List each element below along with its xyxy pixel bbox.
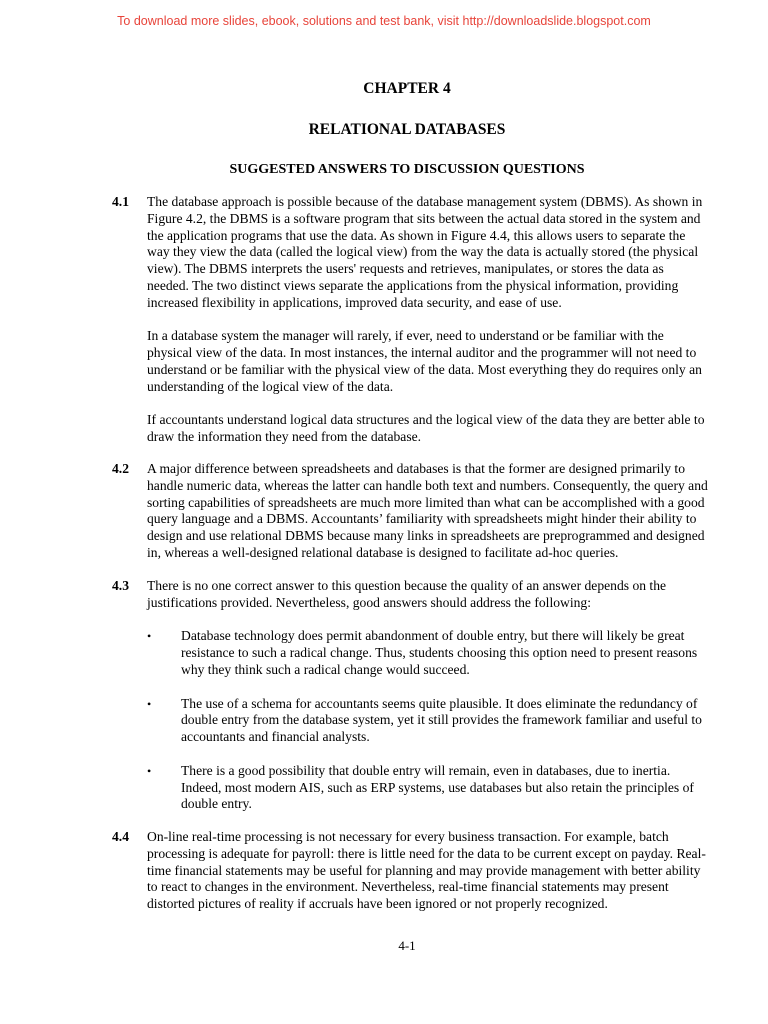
answer-paragraph: There is no one correct answer to this question because the quality of an answer depends on the justifications provided. Nevertheless, good answers should address the following: xyxy=(147,578,667,610)
question-number: 4.2 xyxy=(112,461,129,476)
chapter-title: RELATIONAL DATABASES xyxy=(308,121,506,138)
bullet-text: There is a good possibility that double entry will remain, even in databases, due to inertia. Indeed, most modern AIS, such as ERP systems, use databases but also retain the principles of double entry. xyxy=(181,762,694,812)
chapter-heading: CHAPTER 4 xyxy=(363,80,451,97)
bullet-icon: • xyxy=(147,629,152,644)
bullet-text: Database technology does permit abandonment of double entry, but there will likely be great resistance to such a radical change. Thus, students choosing this option need to present reasons why they think such a radical change would succeed. xyxy=(181,628,698,677)
section-title: SUGGESTED ANSWERS TO DISCUSSION QUESTIONS xyxy=(229,162,585,177)
question-4-3 xyxy=(112,578,708,813)
bullet-icon: • xyxy=(147,696,152,711)
answer-paragraph: On-line real-time processing is not necessary for every business transaction. For example, batch processing is adequate for payroll: there is little need for the data to be current except on payday. Real-time financial statements may be useful for planning and may provide management with better ability to react to changes in the environment. Nevertheless, real-time financial statements may present distorted pictures of reality if accruals have been ignored or not properly recognized. xyxy=(147,829,706,912)
answer-body xyxy=(147,578,708,813)
download-banner: To download more slides, ebook, solutions and test bank, visit http://downloadslide.blogspot.com xyxy=(117,14,651,28)
answer-paragraph: The database approach is possible because of the database management system (DBMS). As shown in Figure 4.2, the DBMS is a software program that sits between the actual data stored in the system and the application programs that use the data. As shown in Figure 4.4, this allows users to separate the way they view the data (called the logical view) from the way the data is actually stored (the physical view). The DBMS interprets the users' requests and retrieves, manipulates, or stores the data as needed. The two distinct views separate the applications from the physical information, providing increased flexibility in applications, improved data security, and ease of use. xyxy=(147,194,703,310)
question-number: 4.3 xyxy=(112,578,129,593)
bullet-icon: • xyxy=(147,763,152,778)
question-4-2 xyxy=(112,461,708,562)
answer-body xyxy=(147,461,708,562)
answer-body xyxy=(147,829,708,913)
question-number: 4.1 xyxy=(112,194,129,209)
list-item xyxy=(147,628,708,678)
question-number: 4.4 xyxy=(112,829,129,844)
list-item xyxy=(147,763,708,813)
page-number: 4-1 xyxy=(398,938,416,953)
list-item xyxy=(147,696,708,746)
answer-paragraph: If accountants understand logical data structures and the logical view of the data they are better able to draw the information they need from the database. xyxy=(147,412,705,445)
bullet-text: The use of a schema for accountants seems quite plausible. It does eliminate the redundancy of double entry from the database system, yet it still provides the framework familiar and useful to accountants and financial analysts. xyxy=(181,695,702,745)
answer-paragraph: A major difference between spreadsheets and databases is that the former are designed primarily to handle numeric data, whereas the latter can handle both text and numbers. Consequently, the query and sorting capabilities of spreadsheets are much more limited than what can be accomplished with a good query language and a DBMS. Accountants’ familiarity with spreadsheets might hinder their ability to design and use relational DBMS because many links in spreadsheets are preprogrammed and designed in, whereas a well-designed relational database is designed to facilitate ad-hoc queries. xyxy=(147,461,708,560)
question-4-4 xyxy=(112,829,708,913)
answer-paragraph: In a database system the manager will rarely, if ever, need to understand or be familiar with the physical view of the data. In most instances, the internal auditor and the programmer will not need to understand or be familiar with the physical view of the data. Most everything they do requires only an understanding of the logical view of the data. xyxy=(147,328,702,394)
answer-body xyxy=(147,194,708,446)
answer-bullet-list xyxy=(147,628,708,813)
question-4-1 xyxy=(112,194,708,446)
